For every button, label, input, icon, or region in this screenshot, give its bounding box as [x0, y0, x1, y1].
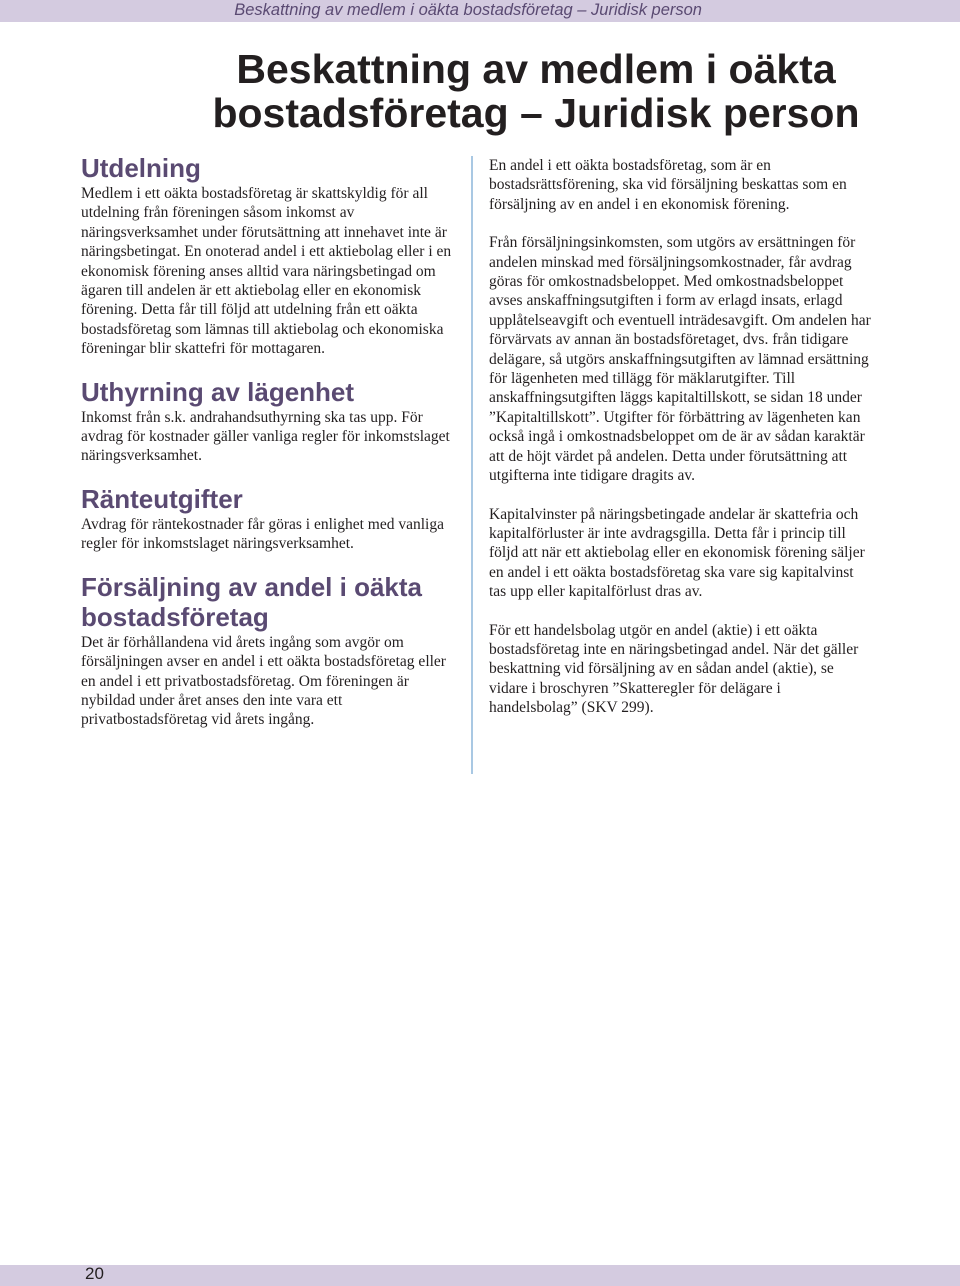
right-column [489, 156, 873, 718]
footer-band [0, 1265, 960, 1286]
section-body: Medlem i ett oäkta bostadsföretag är skattskyldig för all utdelning från föreningen såsom inkomst av näringsverksamhet under förutsättning att innehavet inte är näringsbetingat. En onoterad andel i ett aktiebolag eller i en ekonomisk förening anses alltid vara näringsbetingad om ägaren till andelen är ett aktiebolag eller en ekonomisk förening. Detta får till följd att utdelning från ett oäkta bostadsföretag som lämnas till aktiebolag och ekonomiska föreningar blir skattefri för mottagaren. [81, 185, 452, 358]
left-column [81, 153, 456, 730]
section-heading: Uthyrning av lägenhet [81, 376, 355, 407]
section-ranteutgifter [81, 484, 456, 554]
section-body: Inkomst från s.k. andrahandsuthyrning ska tas upp. För avdrag för kostnader gäller vanliga regler för inkomstslaget näringsverksamhet. [81, 408, 450, 465]
running-header: Beskattning av medlem i oäkta bostadsföretag – Juridisk person [234, 1, 702, 19]
section-heading: Utdelning [81, 153, 201, 183]
section-uthyrning [81, 377, 456, 466]
column-divider [471, 156, 473, 774]
paragraph: Från försäljningsinkomsten, som utgörs av ersättningen för andelen minskad med försäljningsomkostnader, får avdrag göras för omkostnadsbeloppet. Med omkostnadsbeloppet avses anskaffningsutgiften i form av erlagd insats, erlagd upplåtelseavgift och eventuell inträdesavgift. Om andelen har förvärvats av annan än bostadsföretaget, dvs. från tidigare delägare, så utgörs anskaffningsutgiften av lämnad ersättning för lägenheten med tillägg för mäklarutgifter. Till anskaffningsutgiften läggs kapitaltillskott, se sidan 18 under ”Kapitaltillskott”. Utgifter för förbättring av lägenheten kan också ingå i omkostnadsbeloppet om de är av sådan karaktär att de höjt värdet på andelen. Detta under förutsättning att utgifterna inte tidigare dragits av. [489, 234, 871, 485]
section-body: Det är förhållandena vid årets ingång som avgör om försäljningen avser en andel i ett oäkta bostadsföretag eller en andel i ett privatbostadsföretag. Om föreningen är nybildad under året anses den inte vara ett privatbostadsföretag vid årets ingång. [81, 633, 446, 729]
section-body: Avdrag för räntekostnader får göras i enlighet med vanliga regler för inkomstslaget näringsverksamhet. [81, 515, 444, 553]
paragraph: En andel i ett oäkta bostadsföretag, som är en bostadsrättsförening, ska vid försäljning beskattas som en försäljning av en andel i en ekonomisk förening. [489, 157, 847, 213]
paragraph: Kapitalvinster på näringsbetingade andelar är skattefria och kapitalförluster är inte avdragsgilla. Detta får i princip till följd att när ett aktiebolag eller en ekonomisk förening säljer en andel i ett oäkta bostadsföretag ska vare sig kapitalvinst tas upp eller kapitalförlust dras av. [489, 505, 865, 601]
section-heading: Försäljning av andel i oäkta bostadsföretag [81, 571, 422, 632]
page-number: 20 [85, 1264, 104, 1283]
page-title: Beskattning av medlem i oäkta bostadsföretag – Juridisk person [212, 46, 860, 136]
paragraph: För ett handelsbolag utgör en andel (aktie) i ett oäkta bostadsföretag inte en näringsbetingad andel. När det gäller beskattning vid försäljning av en sådan andel (aktie), se vidare i broschyren ”Skatteregler för delägare i handelsbolag” (SKV 299). [489, 621, 859, 717]
section-heading: Ränteutgifter [81, 483, 243, 514]
section-utdelning [81, 153, 456, 359]
section-forsaljning [81, 572, 456, 730]
